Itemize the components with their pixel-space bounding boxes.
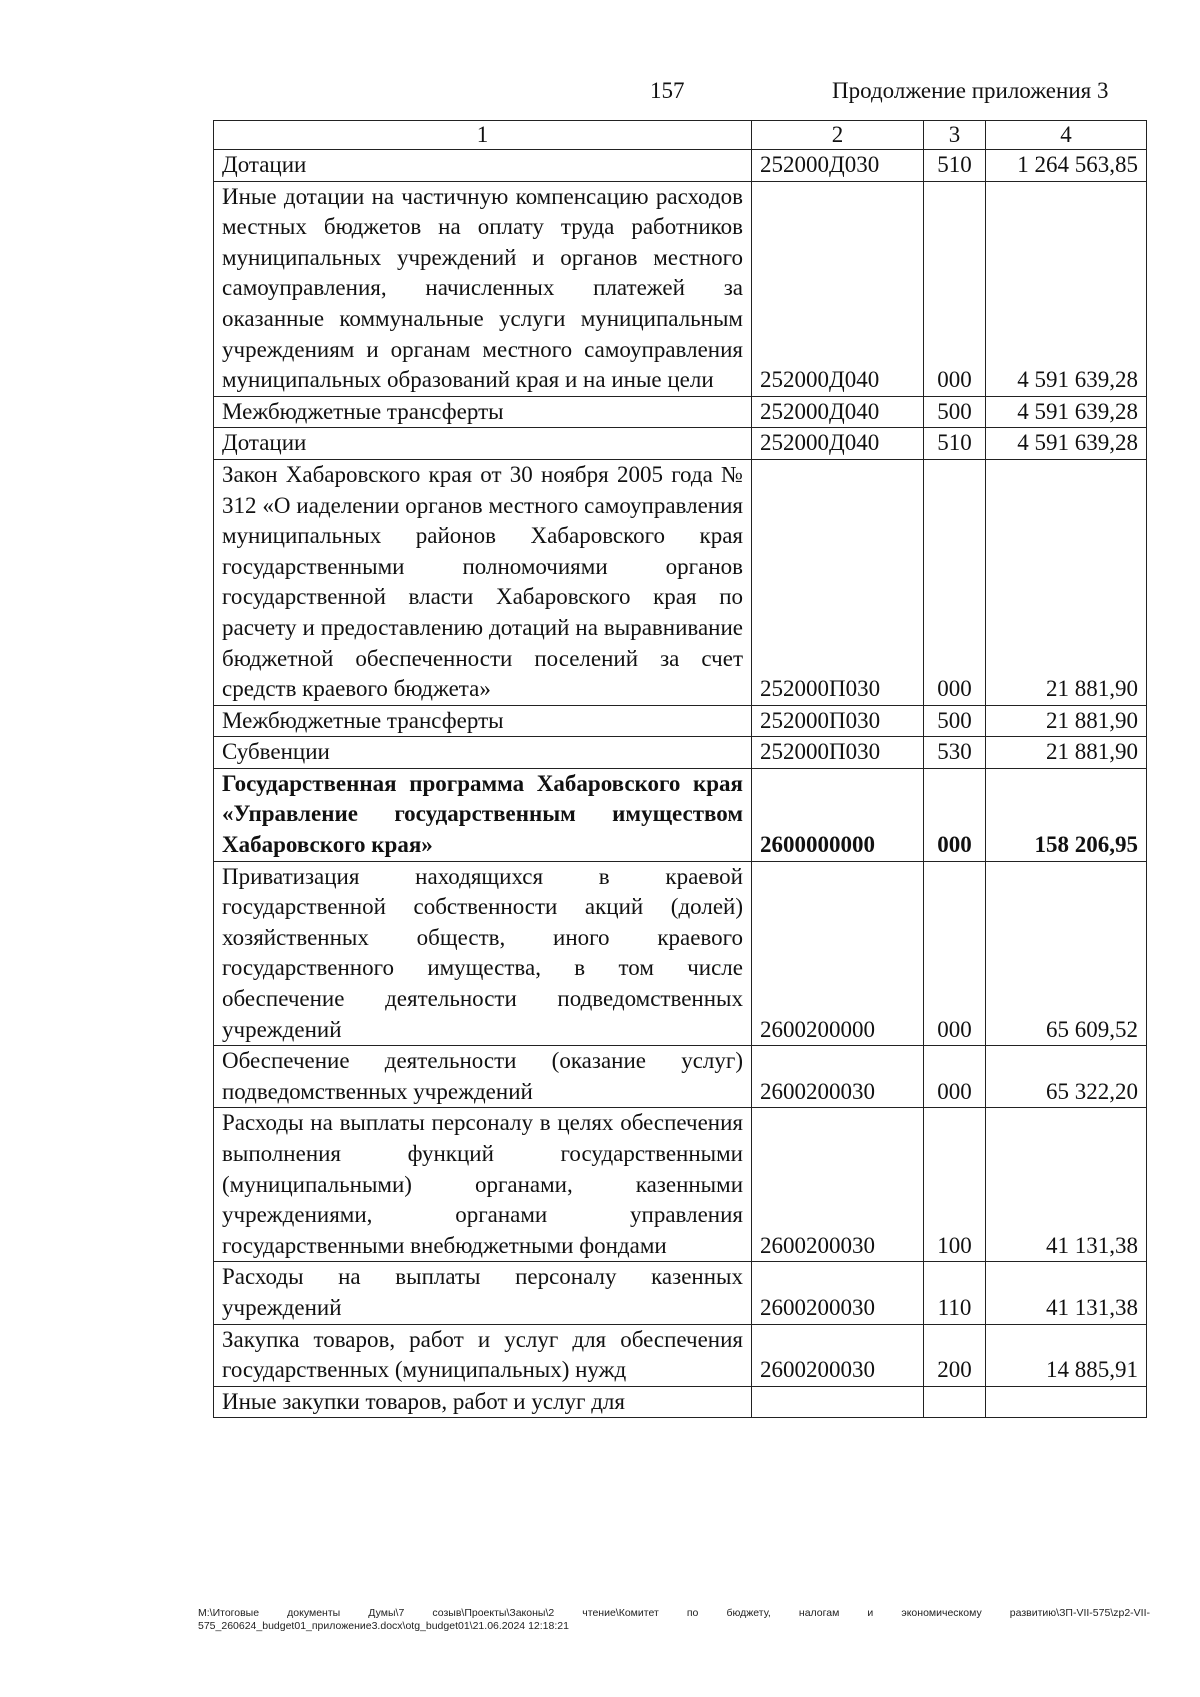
table-row [214,396,1147,428]
row-sum: 41 131,38 [986,1262,1147,1324]
row-code [752,1386,924,1418]
row-expense-type: 500 [924,705,986,737]
column-number-3: 3 [924,121,986,150]
row-name: Расходы на выплаты персоналу в целях обеспечения выполнения функций государственными (муниципальными) органами, казенными учреждениями, органами управления государственными внебюджетными фондами [214,1108,752,1262]
row-sum: 65 322,20 [986,1046,1147,1108]
row-code: 252000Д030 [752,150,924,182]
row-code: 252000Д040 [752,396,924,428]
row-expense-type: 500 [924,396,986,428]
row-expense-type: 000 [924,768,986,861]
table-row [214,737,1147,769]
row-code: 252000П030 [752,737,924,769]
column-number-1: 1 [214,121,752,150]
row-sum: 65 609,52 [986,861,1147,1046]
row-expense-type: 000 [924,861,986,1046]
table-row [214,705,1147,737]
row-expense-type: 530 [924,737,986,769]
budget-table-body [214,150,1147,1418]
row-sum [986,1386,1147,1418]
row-sum: 158 206,95 [986,768,1147,861]
row-code: 252000П030 [752,705,924,737]
row-name: Государственная программа Хабаровского края «Управление государственным имуществом Хабаровского края» [214,768,752,861]
table-row [214,459,1147,705]
table-row [214,150,1147,182]
table-row [214,1108,1147,1262]
column-number-2: 2 [752,121,924,150]
row-name: Закон Хабаровского края от 30 ноября 2005 года № 312 «О иаделении органов местного самоуправления муниципальных районов Хабаровского края государственными полномочиями органов государственной власти Хабаровского края по расчету и предоставлению дотаций на выравнивание бюджетной обеспеченности поселений за счет средств краевого бюджета» [214,459,752,705]
row-expense-type: 000 [924,181,986,396]
row-sum: 4 591 639,28 [986,181,1147,396]
row-name: Межбюджетные трансферты [214,705,752,737]
row-name: Субвенции [214,737,752,769]
row-code: 252000П030 [752,459,924,705]
row-expense-type: 510 [924,428,986,460]
row-sum: 21 881,90 [986,737,1147,769]
table-row [214,861,1147,1046]
row-expense-type: 110 [924,1262,986,1324]
row-code: 2600200000 [752,861,924,1046]
budget-table [213,120,1147,1418]
column-number-row [214,121,1147,150]
row-code: 2600000000 [752,768,924,861]
row-sum: 1 264 563,85 [986,150,1147,182]
row-name: Дотации [214,428,752,460]
row-sum: 41 131,38 [986,1108,1147,1262]
row-sum: 4 591 639,28 [986,428,1147,460]
row-code: 2600200030 [752,1108,924,1262]
table-row [214,1324,1147,1386]
row-code: 2600200030 [752,1324,924,1386]
row-code: 252000Д040 [752,428,924,460]
row-name: Приватизация находящихся в краевой государственной собственности акций (долей) хозяйственных обществ, иного краевого государственного имущества, в том числе обеспечение деятельности подведомственных учреждений [214,861,752,1046]
row-name: Иные закупки товаров, работ и услуг для [214,1386,752,1418]
row-name: Расходы на выплаты персоналу казенных учреждений [214,1262,752,1324]
table-row [214,768,1147,861]
row-expense-type: 000 [924,459,986,705]
table-row [214,1262,1147,1324]
row-code: 2600200030 [752,1262,924,1324]
row-sum: 4 591 639,28 [986,396,1147,428]
row-expense-type: 000 [924,1046,986,1108]
table-row [214,1386,1147,1418]
column-number-4: 4 [986,121,1147,150]
row-code: 2600200030 [752,1046,924,1108]
row-expense-type: 200 [924,1324,986,1386]
row-name: Закупка товаров, работ и услуг для обеспечения государственных (муниципальных) нужд [214,1324,752,1386]
row-name: Дотации [214,150,752,182]
row-name: Иные дотации на частичную компенсацию расходов местных бюджетов на оплату труда работников муниципальных учреждений и органов местного самоуправления, начисленных платежей за оказанные коммунальные услуги муниципальным учреждениям и органам местного самоуправления муниципальных образований края и на иные цели [214,181,752,396]
table-row [214,181,1147,396]
row-name: Обеспечение деятельности (оказание услуг) подведомственных учреждений [214,1046,752,1108]
row-sum: 14 885,91 [986,1324,1147,1386]
row-code: 252000Д040 [752,181,924,396]
row-expense-type [924,1386,986,1418]
row-expense-type: 100 [924,1108,986,1262]
continuation-title: Продолжение приложения 3 [832,78,1109,103]
row-name: Межбюджетные трансферты [214,396,752,428]
page-number: 157 [650,78,685,103]
row-expense-type: 510 [924,150,986,182]
file-path-footer: M:\Итоговые документы Думы\7 созыв\Проекты\Законы\2 чтение\Комитет по бюджету, налогам и экономическому развитию\ЗП-VII-575\zp2-VII-575_260624_budget01_приложение3.docx\otg_budget01\21.06.2024 12:18:21 [198,1607,1150,1632]
table-row [214,428,1147,460]
row-sum: 21 881,90 [986,459,1147,705]
row-sum: 21 881,90 [986,705,1147,737]
table-row [214,1046,1147,1108]
